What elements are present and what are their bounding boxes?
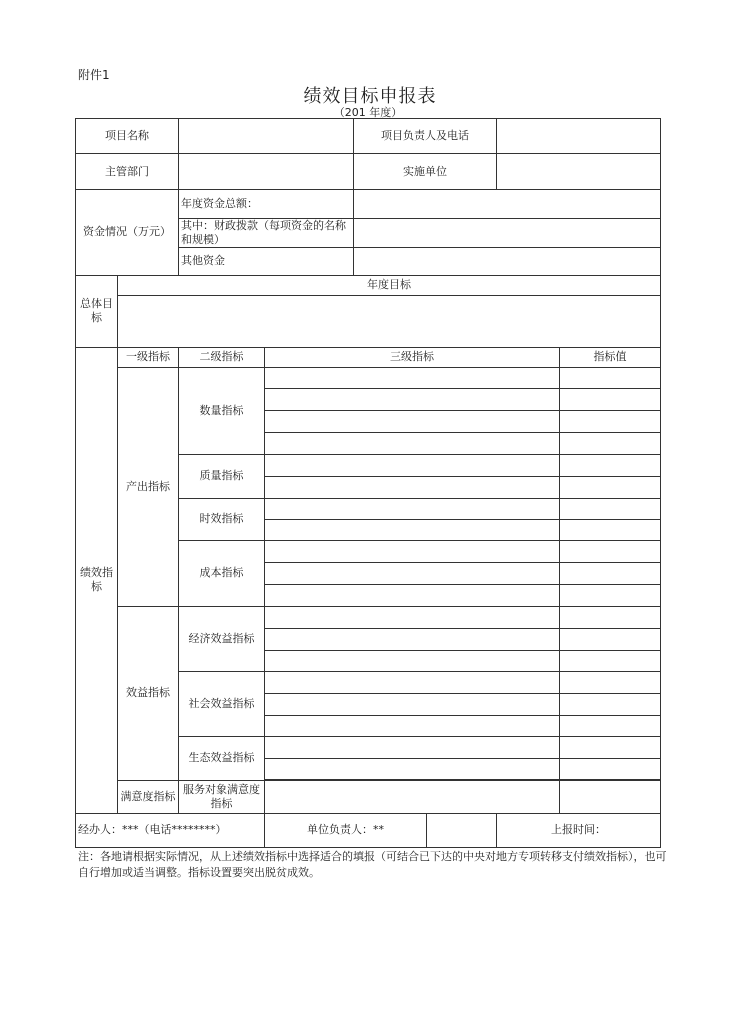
quality-indicator-label: 质量指标 — [179, 454, 265, 498]
value-field[interactable] — [560, 671, 661, 693]
value-field[interactable] — [560, 736, 661, 758]
level3-field[interactable] — [265, 388, 560, 410]
value-field[interactable] — [560, 650, 661, 671]
level3-field[interactable] — [265, 736, 560, 758]
value-field[interactable] — [560, 454, 661, 476]
fiscal-allocation-label: 其中：财政拨款（每项资金的名称和规模） — [179, 219, 354, 248]
level1-header: 一级指标 — [118, 347, 179, 367]
value-field[interactable] — [560, 758, 661, 779]
value-field[interactable] — [560, 410, 661, 432]
form-title: 绩效目标申报表 — [303, 86, 437, 107]
project-contact-label: 项目负责人及电话 — [354, 119, 497, 154]
project-contact-field[interactable] — [497, 119, 661, 154]
implementing-unit-label: 实施单位 — [354, 154, 497, 190]
quantity-indicator-label: 数量指标 — [179, 367, 265, 454]
footer-blank-field[interactable] — [427, 813, 497, 847]
value-field[interactable] — [560, 388, 661, 410]
implementing-unit-field[interactable] — [497, 154, 661, 190]
overall-target-label: 总体目标 — [76, 275, 118, 347]
attachment-label: 附件1 — [78, 68, 110, 82]
level3-field[interactable] — [265, 780, 560, 813]
fiscal-allocation-field[interactable] — [354, 219, 661, 248]
unit-head-label: 单位负责人：** — [265, 813, 427, 847]
level3-field[interactable] — [265, 584, 560, 606]
value-field[interactable] — [560, 476, 661, 498]
department-label: 主管部门 — [76, 154, 179, 190]
value-field[interactable] — [560, 519, 661, 540]
value-field[interactable] — [560, 628, 661, 650]
level3-field[interactable] — [265, 650, 560, 671]
project-name-field[interactable] — [179, 119, 354, 154]
value-field[interactable] — [560, 780, 661, 813]
ecological-benefit-label: 生态效益指标 — [179, 736, 265, 780]
level3-field[interactable] — [265, 606, 560, 628]
level3-field[interactable] — [265, 498, 560, 519]
annual-target-field[interactable] — [118, 295, 661, 347]
value-field[interactable] — [560, 606, 661, 628]
performance-indicators-label: 绩效指标 — [76, 347, 118, 813]
timeliness-indicator-label: 时效指标 — [179, 498, 265, 540]
indicator-value-header: 指标值 — [560, 347, 661, 367]
level3-field[interactable] — [265, 540, 560, 562]
level3-field[interactable] — [265, 671, 560, 693]
value-field[interactable] — [560, 498, 661, 519]
value-field[interactable] — [560, 715, 661, 736]
benefit-indicator-label: 效益指标 — [118, 606, 179, 780]
level3-field[interactable] — [265, 693, 560, 715]
level3-field[interactable] — [265, 628, 560, 650]
level3-field[interactable] — [265, 758, 560, 779]
service-satisfaction-label: 服务对象满意度指标 — [179, 780, 265, 813]
value-field[interactable] — [560, 693, 661, 715]
level3-field[interactable] — [265, 519, 560, 540]
department-field[interactable] — [179, 154, 354, 190]
economic-benefit-label: 经济效益指标 — [179, 606, 265, 671]
annual-total-label: 年度资金总额： — [179, 190, 354, 219]
level3-field[interactable] — [265, 715, 560, 736]
report-time-label: 上报时间： — [497, 813, 661, 847]
output-indicator-label: 产出指标 — [118, 367, 179, 606]
level2-header: 二级指标 — [179, 347, 265, 367]
social-benefit-label: 社会效益指标 — [179, 671, 265, 736]
annual-total-field[interactable] — [354, 190, 661, 219]
value-field[interactable] — [560, 432, 661, 454]
annual-target-label: 年度目标 — [118, 275, 661, 295]
value-field[interactable] — [560, 540, 661, 562]
footnote: 注：各地请根据实际情况，从上述绩效指标中选择适合的填报（可结合已下达的中央对地方专项转移支付绩效指标），也可自行增加或适当调整。指标设置要突出脱贫成效。 — [78, 850, 667, 879]
level3-field[interactable] — [265, 432, 560, 454]
satisfaction-indicator-label: 满意度指标 — [118, 780, 179, 813]
level3-field[interactable] — [265, 410, 560, 432]
other-funds-field[interactable] — [354, 247, 661, 275]
cost-indicator-label: 成本指标 — [179, 540, 265, 606]
value-field[interactable] — [560, 367, 661, 388]
other-funds-label: 其他资金 — [179, 247, 354, 275]
project-name-label: 项目名称 — [76, 119, 179, 154]
funding-label: 资金情况（万元） — [76, 190, 179, 276]
handler-label: 经办人：***（电话********） — [76, 813, 265, 847]
value-field[interactable] — [560, 562, 661, 584]
performance-target-table — [75, 118, 661, 848]
level3-header: 三级指标 — [265, 347, 560, 367]
value-field[interactable] — [560, 584, 661, 606]
level3-field[interactable] — [265, 454, 560, 476]
level3-field[interactable] — [265, 476, 560, 498]
level3-field[interactable] — [265, 562, 560, 584]
form-subtitle: （201 年度） — [333, 106, 403, 119]
level3-field[interactable] — [265, 367, 560, 388]
